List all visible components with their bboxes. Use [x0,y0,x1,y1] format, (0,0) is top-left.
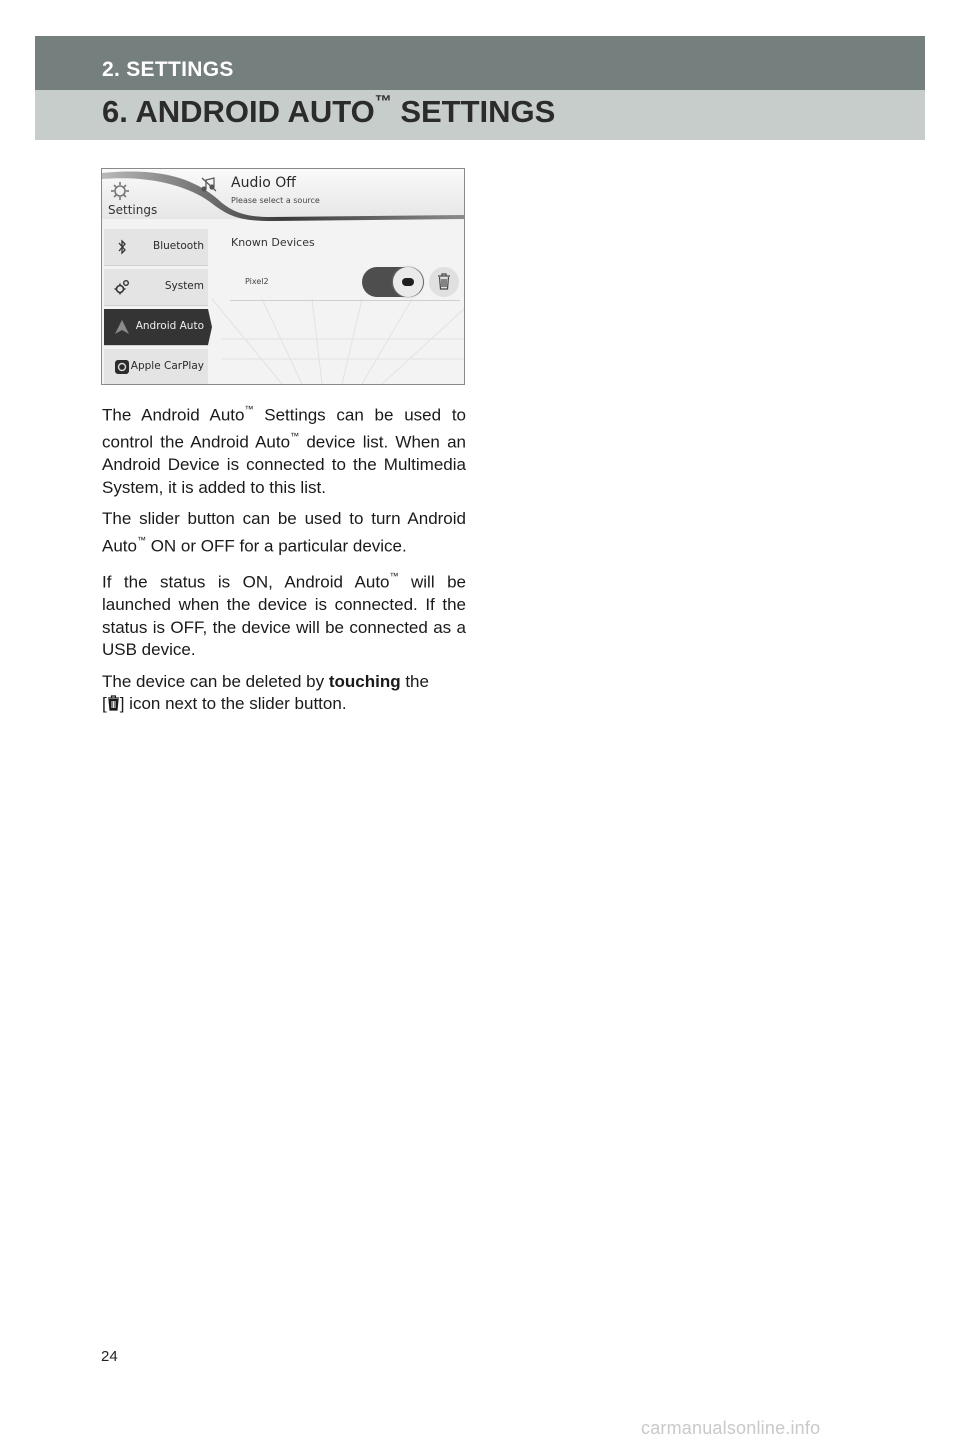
device-name: Pixel2 [245,277,269,286]
gears-icon [112,277,132,297]
device-toggle-slider[interactable] [362,267,424,297]
text-run: The Android Auto [102,405,245,425]
bold-text: touching [328,671,401,691]
settings-label: Settings [108,203,158,217]
menu-item-apple-carplay[interactable] [104,349,208,385]
text-run: The slider button can be used to turn Android Auto [102,509,466,556]
menu-item-system[interactable] [104,269,208,305]
page-title-rest: SETTINGS [391,94,556,129]
text-run: device list. When an Android Device is connected to the Multimedia System, it is added to this list. [102,432,466,497]
paragraph-4 [102,671,466,716]
trash-icon [107,695,120,711]
menu-item-bluetooth[interactable] [104,229,208,265]
page-title-main: 6. ANDROID AUTO [102,94,375,129]
page-number: 24 [101,1348,118,1365]
watermark: carmanualsonline.info [641,1418,821,1438]
text-run: [ [102,694,107,714]
paragraph-1 [102,400,466,499]
menu-item-label: Android Auto [135,320,204,332]
text-run: the [400,671,429,691]
audio-status-title: Audio Off [231,175,296,191]
text-run: will be launched when the device is connected. If the status is OFF, the device will be connected as a USB device. [102,572,466,660]
list-divider [230,300,460,301]
audio-status-subtitle: Please select a source [231,196,320,205]
text-run: Settings can be used to control the Android Auto [102,405,466,452]
carplay-icon [112,357,132,377]
android-auto-icon [112,317,132,337]
delete-device-button[interactable] [429,267,459,297]
menu-item-android-auto[interactable] [104,309,208,345]
text-run: If the status is ON, Android Auto [102,572,390,592]
body-text [102,400,466,725]
text-run: The device can be deleted by [102,671,329,691]
section-title: 2. SETTINGS [102,58,234,81]
bluetooth-icon [112,237,132,257]
settings-screen-illustration [101,168,465,385]
trademark-symbol: ™ [136,534,146,545]
menu-item-label: Bluetooth [153,240,204,252]
text-run: ] icon next to the slider button. [119,694,347,714]
active-menu-pointer [208,309,216,345]
paragraph-3 [102,567,466,662]
menu-item-label: System [164,280,204,292]
toggle-knob [393,267,423,297]
trademark-symbol: ™ [244,404,254,414]
page-title-bar [35,90,925,140]
trademark-symbol: ™ [389,570,399,581]
menu-item-label: Apple CarPlay [130,360,204,372]
page-title-tm: ™ [374,91,392,111]
trademark-symbol: ™ [290,431,300,442]
page-title [102,91,556,130]
paragraph-2 [102,508,466,558]
known-devices-heading: Known Devices [231,236,315,249]
section-header-bar [35,36,925,90]
text-run: ON or OFF for a particular device. [145,536,407,556]
trash-icon [429,267,459,297]
